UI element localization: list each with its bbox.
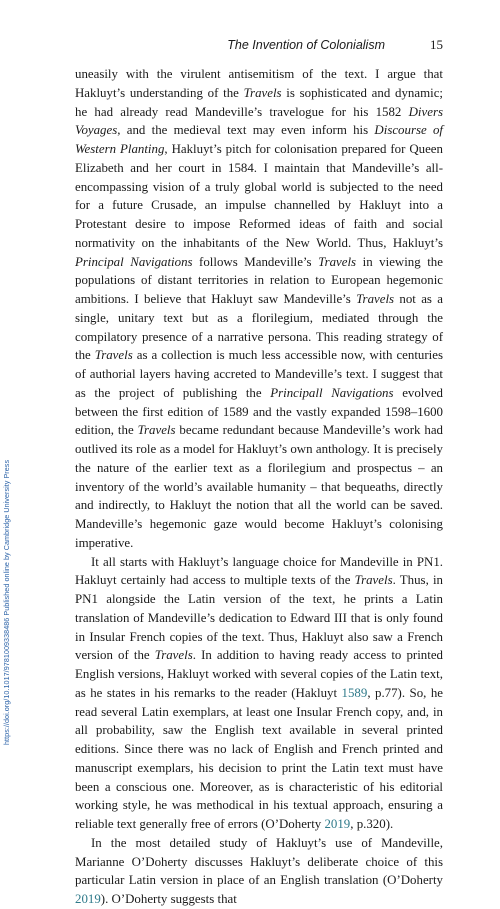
title-travels: Travels [137,423,176,438]
title-travels: Travels [318,254,357,269]
text-run: in viewing the populations of distant territories in relation to European hegemonic ambitions. I believe that Hakluyt saw Mandeville’s [75,254,443,306]
text-run: , and the medieval text may even inform his [117,123,375,138]
text-run: is sophisticated and dynamic; he had already read Mandeville’s travelogue for his 1582 [75,85,443,119]
citation-link[interactable]: 1589 [341,685,368,700]
title-travels: Travels [354,573,393,588]
text-run: , Hakluyt’s pitch for colonisation prepared for Queen Elizabeth and her court in 1584. I maintain that Mandeville’s all-encompassing vision of a truly global world is subjected to the need for a future Crusade, an impulse channelled by Hakluyt into a Protestant desire to impose Reformed ideas of faith and social normativity on the inhabitants of the New World. Thus, Hakluyt’s [75,142,443,250]
text-run: , p.320). [350,817,394,831]
paragraph-2 [75,553,443,834]
text-run: not as a single, unitary text but as a florilegium, mediated through the compilatory presence of a narrative persona. This reading strategy of the [75,292,443,363]
title-travels: Travels [94,348,133,363]
title-travels: Travels [243,85,282,100]
text-run: It all starts with Hakluyt’s language choice for Mandeville in PN1. Hakluyt certainly had access to multiple texts of the [75,554,443,588]
doi-side-note[interactable]: https://doi.org/10.1017/9781009338486 Published online by Cambridge University Press [2,459,11,745]
text-run: follows Mandeville’s [192,254,319,269]
title-discourse: Discourse of Western Planting [75,123,443,156]
title-travels: Travels [356,292,395,306]
paragraph-3 [75,834,443,909]
text-run: uneasily with the virulent antisemitism of the text. I argue that Hakluyt’s understanding of the [75,67,443,100]
text-run: . In addition to having ready access to printed English versions, Hakluyt worked with several copies of the Latin text, as he states in his remarks to the reader (Hakluyt [75,648,443,700]
text-run: . Thus, in PN1 alongside the Latin version of the text, he prints a Latin translation of Mandeville’s dedication to Edward III that is only found in Insular French copies of the text. Thus, Hakluyt also saw a French version of the [75,573,443,663]
text-run: became redundant because Mandeville’s work had outlived its role as a model for Hakluyt’s own anthology. It is precisely the nature of the earlier text as a florilegium and prospectus – an inventory of the world’s available humanity – that bequeaths, directly and indirectly, to Hakluyt the notion that all the world can be saved. Mandeville’s hegemonic gaze would become Hakluyt’s colonising imperative. [75,423,443,550]
citation-link[interactable]: 2019 [324,817,351,831]
title-principall-navigations: Principall Navigations [270,385,394,400]
text-run: as a collection is much less accessible now, with centuries of authorial layers having accreted to Mandeville’s text. I suggest that as the project of publishing the [75,348,443,400]
running-head [75,36,443,54]
title-travels: Travels [154,648,193,663]
text-run: ). O’Doherty suggests that [100,892,237,906]
title-principal-navigations: Principal Navigations [75,254,193,269]
text-run: evolved between the first edition of 1589 and the vastly expanded 1598–1600 edition, the [75,385,443,438]
body-text [75,65,443,909]
text-run: In the most detailed study of Hakluyt’s use of Mandeville, Marianne O’Doherty discusses Hakluyt’s deliberate choice of this particular Latin version in place of an English translation (O’Doherty [75,835,443,888]
running-title: The Invention of Colonialism [227,38,385,52]
paragraph-1 [75,65,443,553]
citation-link[interactable]: 2019 [75,892,101,906]
text-run: , p.77). So, he read several Latin exemplars, at least one Insular French copy, and, in all probability, saw the English text available in several printed editions. Since there was no lack of English and French printed and manuscript exemplars, his decision to print the Latin text must have been a conscious one. Moreover, as is characteristic of his editorial working style, he was methodical in his textual approach, ensuring a reliable text generally free of errors (O’Doherty [75,685,443,831]
title-divers-voyages: Divers Voyages [75,104,443,138]
page-number: 15 [430,37,443,52]
